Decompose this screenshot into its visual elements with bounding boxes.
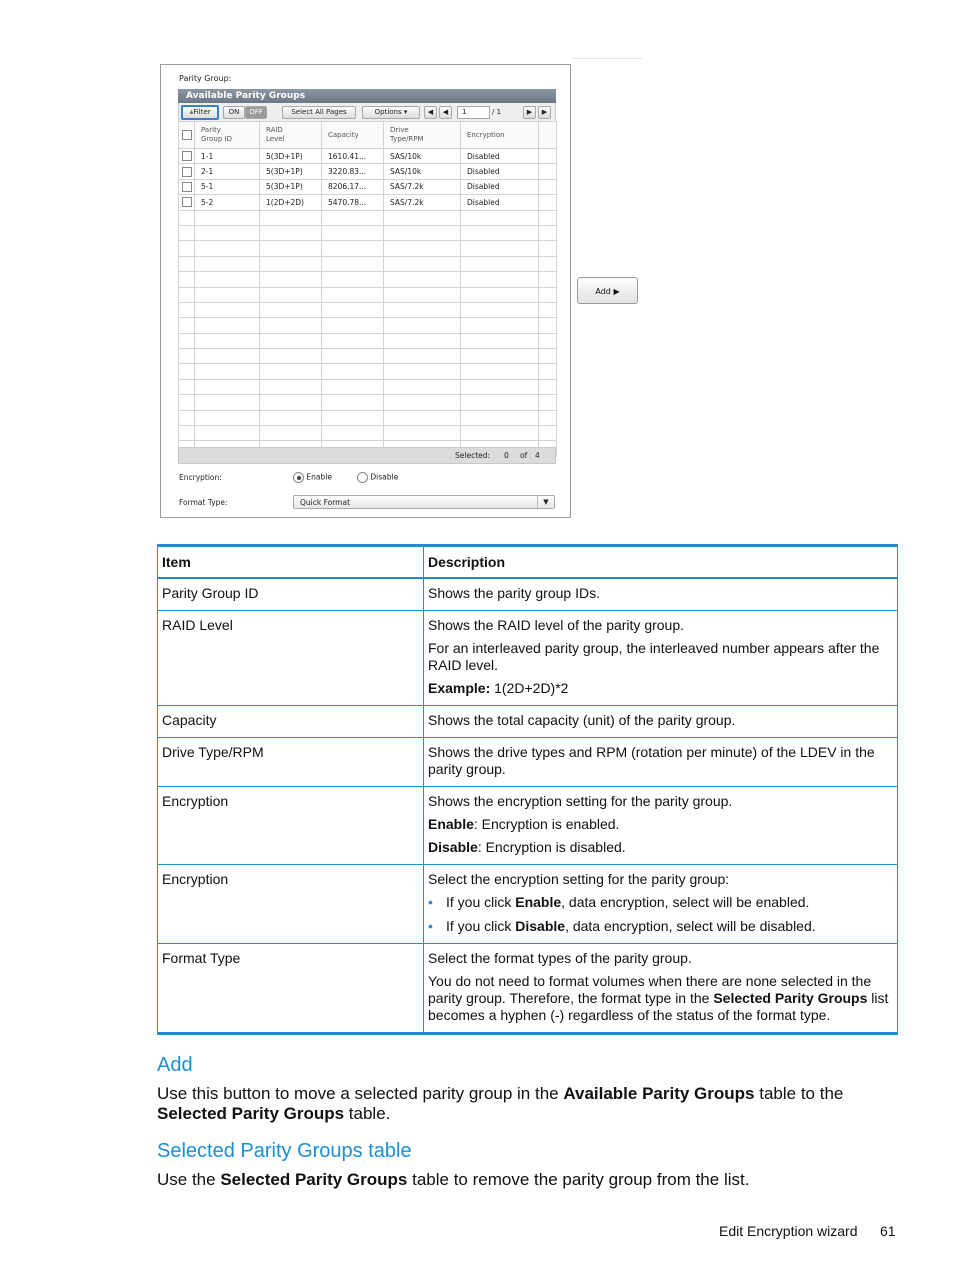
empty-cell	[260, 349, 322, 364]
description-text: Shows the encryption setting for the parity group.	[428, 793, 733, 809]
table-cell: 2-1	[195, 164, 260, 179]
empty-cell	[179, 426, 195, 441]
empty-cell	[461, 225, 539, 240]
empty-cell	[322, 302, 384, 317]
description-text	[428, 839, 893, 856]
column-spacer	[539, 122, 557, 149]
empty-cell	[179, 318, 195, 333]
table-row[interactable]	[179, 179, 557, 194]
item-cell: Drive Type/RPM	[158, 738, 424, 787]
table-cell: 5(3D+1P)	[260, 149, 322, 164]
desc-row-format-type	[158, 944, 898, 1034]
header-item: Item	[158, 546, 424, 579]
row-checkbox[interactable]	[179, 149, 195, 164]
empty-cell	[322, 287, 384, 302]
desc-row-drive-type	[158, 738, 898, 787]
empty-cell	[322, 379, 384, 394]
description-table	[157, 544, 898, 1035]
empty-cell	[384, 256, 461, 271]
empty-cell	[461, 287, 539, 302]
table-cell: 1-1	[195, 149, 260, 164]
add-heading: Add	[157, 1054, 193, 1076]
empty-cell	[179, 349, 195, 364]
empty-cell	[384, 241, 461, 256]
empty-cell	[195, 333, 260, 348]
empty-cell	[260, 364, 322, 379]
encryption-label: Encryption:	[179, 473, 222, 482]
empty-row	[179, 302, 557, 317]
empty-cell	[384, 272, 461, 287]
empty-cell	[195, 349, 260, 364]
empty-cell	[322, 256, 384, 271]
last-page-icon[interactable]: ▶	[538, 106, 551, 119]
item-cell: Encryption	[158, 787, 424, 865]
list-item	[446, 918, 893, 935]
empty-row	[179, 287, 557, 302]
radio-unselected-icon[interactable]	[357, 472, 368, 483]
parity-group-screenshot	[160, 64, 571, 518]
description-cell: Shows the drive types and RPM (rotation per minute) of the LDEV in the parity group.	[424, 738, 898, 787]
table-cell: SAS/7.2k	[384, 195, 461, 210]
description-term: Selected Parity Groups	[713, 990, 868, 1006]
bullet-text: If you click	[446, 918, 516, 934]
select-all-pages-button[interactable]: Select All Pages	[282, 106, 356, 119]
empty-cell	[461, 410, 539, 425]
add-button-label: Add	[595, 287, 611, 296]
radio-selected-icon[interactable]	[293, 472, 304, 483]
empty-cell	[195, 241, 260, 256]
bullet-text: , data encryption, select will be enabled.	[561, 894, 810, 910]
empty-cell	[179, 210, 195, 225]
paragraph-text: table to remove the parity group from the list.	[407, 1170, 750, 1189]
table-row[interactable]	[179, 195, 557, 210]
table-row[interactable]	[179, 149, 557, 164]
selected-of: of	[520, 451, 528, 460]
empty-cell	[260, 395, 322, 410]
add-button[interactable]	[577, 277, 638, 304]
empty-row	[179, 410, 557, 425]
selected-parity-groups-paragraph	[157, 1170, 902, 1190]
enable-term: Enable	[428, 816, 474, 832]
empty-cell	[461, 333, 539, 348]
table-cell: 5(3D+1P)	[260, 164, 322, 179]
empty-cell	[195, 364, 260, 379]
empty-cell	[461, 364, 539, 379]
column-spacer	[539, 410, 557, 425]
item-cell: Capacity	[158, 706, 424, 738]
empty-cell	[461, 272, 539, 287]
column-spacer	[539, 195, 557, 210]
table-cell: SAS/10k	[384, 164, 461, 179]
empty-cell	[195, 426, 260, 441]
available-parity-groups-table	[178, 121, 557, 457]
chevron-down-icon[interactable]: ▼	[537, 496, 554, 508]
column-spacer	[539, 426, 557, 441]
empty-cell	[461, 349, 539, 364]
empty-cell	[195, 225, 260, 240]
empty-cell	[384, 395, 461, 410]
bullet-term: Disable	[515, 918, 566, 934]
list-item	[446, 894, 893, 911]
paragraph-text: Use this button to move a selected parity group in the	[157, 1084, 564, 1103]
empty-cell	[384, 287, 461, 302]
filter-off-button[interactable]: OFF	[245, 106, 267, 119]
table-cell: 5(3D+1P)	[260, 179, 322, 194]
empty-cell	[461, 210, 539, 225]
description-cell: Shows the total capacity (unit) of the parity group.	[424, 706, 898, 738]
empty-cell	[179, 256, 195, 271]
column-spacer	[539, 149, 557, 164]
table-cell: 5470.78...	[322, 195, 384, 210]
empty-cell	[322, 364, 384, 379]
row-checkbox[interactable]	[179, 164, 195, 179]
empty-cell	[195, 395, 260, 410]
empty-cell	[260, 210, 322, 225]
empty-cell	[322, 349, 384, 364]
empty-cell	[260, 241, 322, 256]
description-cell	[424, 787, 898, 865]
paragraph-text: table.	[344, 1104, 391, 1123]
empty-cell	[260, 318, 322, 333]
column-header[interactable]: RAID Level	[260, 122, 322, 149]
selected-total: 4	[535, 451, 540, 460]
empty-cell	[384, 225, 461, 240]
empty-row	[179, 241, 557, 256]
desc-row-raid-level	[158, 611, 898, 706]
table-cell: Disabled	[461, 149, 539, 164]
empty-row	[179, 272, 557, 287]
empty-row	[179, 426, 557, 441]
empty-cell	[384, 426, 461, 441]
disable-radio[interactable]	[357, 472, 398, 483]
example-value: 1(2D+2D)*2	[490, 680, 569, 696]
page-number: 61	[880, 1223, 896, 1239]
selected-label: Selected:	[455, 451, 491, 460]
table-cell: Disabled	[461, 164, 539, 179]
paragraph-text: Use the	[157, 1170, 221, 1189]
selected-parity-groups-heading: Selected Parity Groups table	[157, 1140, 412, 1162]
empty-row	[179, 395, 557, 410]
empty-cell	[384, 333, 461, 348]
empty-cell	[179, 241, 195, 256]
arrow-right-icon: ▶	[613, 287, 620, 296]
empty-cell	[322, 225, 384, 240]
description-text: Shows the RAID level of the parity group.	[428, 617, 685, 633]
column-spacer	[539, 349, 557, 364]
empty-cell	[260, 410, 322, 425]
empty-cell	[179, 395, 195, 410]
table-header-row	[179, 122, 557, 149]
empty-cell	[384, 302, 461, 317]
empty-cell	[260, 302, 322, 317]
options-button[interactable]: Options ▾	[362, 106, 420, 119]
description-text: For an interleaved parity group, the interleaved number appears after the RAID level.	[428, 640, 880, 673]
previous-page-icon[interactable]: ◀	[439, 106, 452, 119]
column-spacer	[539, 164, 557, 179]
footer-title: Edit Encryption wizard	[719, 1223, 858, 1239]
item-cell: Format Type	[158, 944, 424, 1034]
empty-cell	[195, 302, 260, 317]
empty-cell	[195, 256, 260, 271]
bullet-text: If you click	[446, 894, 516, 910]
enable-radio[interactable]	[293, 472, 332, 483]
column-spacer	[539, 364, 557, 379]
empty-row	[179, 333, 557, 348]
column-spacer	[539, 272, 557, 287]
disable-term: Disable	[428, 839, 478, 855]
empty-row	[179, 379, 557, 394]
empty-row	[179, 210, 557, 225]
empty-cell	[195, 379, 260, 394]
table-cell: 3220.83...	[322, 164, 384, 179]
table-row[interactable]	[179, 164, 557, 179]
empty-cell	[260, 287, 322, 302]
column-spacer	[539, 179, 557, 194]
format-type-value: Quick Format	[300, 498, 351, 507]
empty-cell	[195, 287, 260, 302]
empty-cell	[260, 225, 322, 240]
column-spacer	[539, 256, 557, 271]
empty-cell	[322, 241, 384, 256]
selected-count: 0	[504, 451, 509, 460]
row-checkbox[interactable]	[179, 179, 195, 194]
table-cell: Disabled	[461, 195, 539, 210]
example-label: Example:	[428, 680, 491, 696]
column-spacer	[539, 287, 557, 302]
table-cell: 8206.17...	[322, 179, 384, 194]
column-spacer	[539, 241, 557, 256]
description-cell: Shows the parity group IDs.	[424, 578, 898, 611]
empty-cell	[322, 333, 384, 348]
table-cell: SAS/10k	[384, 149, 461, 164]
table-cell: 1610.41...	[322, 149, 384, 164]
empty-cell	[260, 379, 322, 394]
empty-cell	[179, 364, 195, 379]
format-type-label: Format Type:	[179, 498, 228, 507]
bullet-text: , data encryption, select will be disabled.	[565, 918, 816, 934]
disable-label: Disable	[370, 472, 399, 482]
bullet-list	[428, 894, 893, 935]
empty-cell	[179, 272, 195, 287]
column-spacer	[539, 395, 557, 410]
empty-cell	[384, 379, 461, 394]
empty-cell	[179, 379, 195, 394]
desc-header-row	[158, 546, 898, 579]
empty-cell	[461, 302, 539, 317]
empty-cell	[179, 333, 195, 348]
empty-cell	[260, 426, 322, 441]
row-checkbox[interactable]	[179, 195, 195, 210]
column-spacer	[539, 302, 557, 317]
empty-cell	[384, 410, 461, 425]
enable-desc: : Encryption is enabled.	[473, 816, 620, 832]
empty-cell	[195, 318, 260, 333]
description-text: Select the encryption setting for the parity group:	[428, 871, 730, 887]
next-page-icon[interactable]: ▶	[523, 106, 536, 119]
filter-button[interactable]: ⩓Filter	[181, 105, 219, 120]
empty-row	[179, 318, 557, 333]
empty-cell	[260, 272, 322, 287]
column-spacer	[539, 210, 557, 225]
empty-cell	[384, 364, 461, 379]
empty-row	[179, 364, 557, 379]
empty-row	[179, 349, 557, 364]
column-header[interactable]: Parity Group ID	[195, 122, 260, 149]
empty-cell	[260, 333, 322, 348]
desc-row-encryption-setting	[158, 865, 898, 944]
table-cell: Disabled	[461, 179, 539, 194]
selection-summary	[178, 447, 556, 464]
column-header[interactable]: Drive Type/RPM	[384, 122, 461, 149]
column-header[interactable]: Capacity	[322, 122, 384, 149]
table-cell: 1(2D+2D)	[260, 195, 322, 210]
encryption-option-row	[179, 472, 399, 482]
empty-cell	[461, 379, 539, 394]
table-cell: SAS/7.2k	[384, 179, 461, 194]
format-type-select[interactable]	[293, 495, 555, 509]
description-cell	[424, 611, 898, 706]
header-description: Description	[424, 546, 898, 579]
empty-cell	[322, 426, 384, 441]
empty-cell	[260, 256, 322, 271]
column-spacer	[539, 225, 557, 240]
table-cell: 5-1	[195, 179, 260, 194]
select-all-checkbox[interactable]	[179, 122, 195, 149]
item-cell: Parity Group ID	[158, 578, 424, 611]
empty-cell	[195, 210, 260, 225]
enable-label: Enable	[306, 472, 332, 482]
empty-cell	[179, 287, 195, 302]
bullet-term: Enable	[515, 894, 562, 910]
empty-cell	[179, 225, 195, 240]
empty-cell	[322, 410, 384, 425]
description-span: list becomes a hyphen (-) regardless of the status of the format type.	[428, 990, 889, 1023]
first-page-icon[interactable]: ◀	[424, 106, 437, 119]
column-spacer	[539, 333, 557, 348]
paragraph-term: Selected Parity Groups	[220, 1170, 408, 1189]
paragraph-text: table to the	[754, 1084, 844, 1103]
paragraph-term: Selected Parity Groups	[157, 1104, 345, 1123]
empty-cell	[461, 426, 539, 441]
desc-row-capacity	[158, 706, 898, 738]
column-header[interactable]: Encryption	[461, 122, 539, 149]
empty-cell	[195, 272, 260, 287]
empty-cell	[322, 210, 384, 225]
paragraph-term: Available Parity Groups	[563, 1084, 755, 1103]
empty-cell	[322, 395, 384, 410]
desc-row-parity-group-id	[158, 578, 898, 611]
filter-on-button[interactable]: ON	[223, 106, 245, 119]
empty-cell	[384, 318, 461, 333]
desc-row-encryption-display	[158, 787, 898, 865]
add-paragraph	[157, 1084, 902, 1124]
table-cell: 5-2	[195, 195, 260, 210]
description-text	[428, 973, 893, 1024]
empty-cell	[461, 318, 539, 333]
empty-cell	[179, 410, 195, 425]
column-spacer	[539, 318, 557, 333]
disable-desc: : Encryption is disabled.	[477, 839, 626, 855]
example-text	[428, 680, 893, 697]
item-cell: RAID Level	[158, 611, 424, 706]
empty-cell	[384, 349, 461, 364]
empty-cell	[384, 210, 461, 225]
empty-cell	[461, 395, 539, 410]
description-text: Select the format types of the parity group.	[428, 950, 692, 966]
empty-cell	[322, 318, 384, 333]
description-cell	[424, 944, 898, 1034]
column-spacer	[539, 379, 557, 394]
empty-cell	[461, 256, 539, 271]
available-parity-groups-title: Available Parity Groups	[178, 89, 556, 103]
description-span: You do not need to format volumes when there are none selected in the parity group. Therefore, the format type in the	[428, 973, 872, 1006]
empty-row	[179, 256, 557, 271]
parity-group-label: Parity Group:	[179, 74, 232, 83]
item-cell: Encryption	[158, 865, 424, 944]
page-total: / 1	[492, 108, 502, 116]
page-number-input[interactable]: 1	[457, 106, 490, 119]
empty-cell	[179, 302, 195, 317]
description-cell	[424, 865, 898, 944]
empty-cell	[195, 410, 260, 425]
empty-cell	[461, 241, 539, 256]
empty-row	[179, 225, 557, 240]
description-text	[428, 816, 893, 833]
table-toolbar	[178, 103, 556, 121]
empty-cell	[322, 272, 384, 287]
